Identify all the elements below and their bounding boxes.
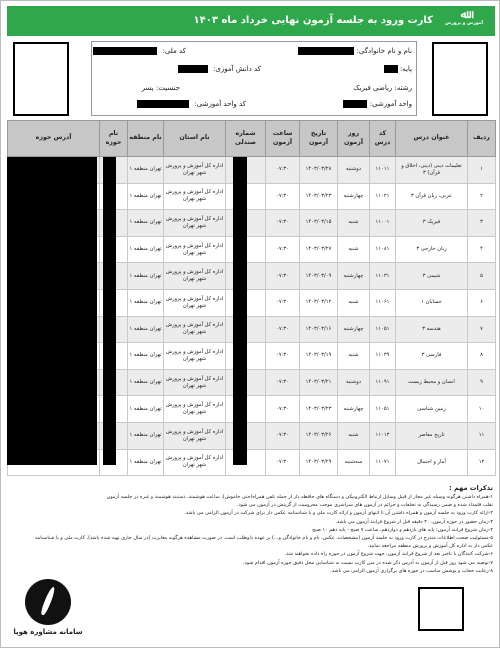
cell-exam-time: ۰۷:۳۰: [266, 316, 300, 343]
cell-exam-time: ۰۷:۳۰: [266, 289, 300, 316]
redacted-box-bottom-right: [418, 587, 464, 631]
cell-exam-day: شنبه: [338, 343, 370, 370]
major-value: ریاضی فیزیک: [353, 84, 393, 92]
cell-exam-day: چهارشنبه: [338, 263, 370, 290]
cell-region: تهران منطقه ۱: [128, 183, 164, 210]
cell-row-number: ۳: [468, 210, 496, 237]
cell-region: تهران منطقه ۱: [128, 343, 164, 370]
cell-row-number: ۱۲: [468, 449, 496, 476]
gender-field: [142, 84, 180, 92]
brand-logo: [9, 579, 87, 645]
cell-exam-date: ۱۴۰۳/۰۳/۱۹: [300, 343, 338, 370]
table-header-row: [8, 121, 496, 157]
name-field: [298, 47, 412, 55]
cell-row-number: ۴: [468, 236, 496, 263]
col-header-region: نام منطقه: [128, 121, 164, 157]
col-header-venue-name: نام حوزه: [100, 121, 128, 157]
cell-course-code: ۱۱۰۳۱: [370, 263, 396, 290]
redacted-box-left: [13, 42, 69, 116]
notes-title: تذکرات مهم :: [449, 484, 493, 492]
unit-value-redacted: [343, 100, 367, 108]
cell-region: تهران منطقه ۱: [128, 236, 164, 263]
cell-province: اداره کل آموزش و پرورش شهر تهران: [164, 157, 226, 184]
national-code-label: کد ملی:: [162, 47, 186, 55]
brand-name: سامانه مشاوره هوپا: [13, 628, 83, 636]
cell-course-title: عربی، زبان قرآن ۳: [396, 183, 468, 210]
student-code-redacted: [178, 65, 208, 73]
student-info-panel: [91, 41, 417, 116]
cell-row-number: ۶: [468, 289, 496, 316]
cell-exam-date: ۱۴۰۳/۰۳/۱۲: [300, 289, 338, 316]
unit-code-field: [137, 100, 246, 108]
cell-course-code: ۱۱۰۹۱: [370, 369, 396, 396]
cell-exam-date: ۱۴۰۳/۰۳/۲۶: [300, 422, 338, 449]
important-notes: [9, 483, 493, 575]
cell-exam-date: ۱۴۰۳/۰۳/۲۹: [300, 449, 338, 476]
grade-value-redacted: [384, 65, 398, 73]
cell-region: تهران منطقه ۱: [128, 289, 164, 316]
cell-exam-date: ۱۴۰۳/۰۳/۲۳: [300, 396, 338, 423]
venue-address-redacted: [7, 157, 97, 465]
grade-field: [384, 65, 412, 73]
note-line: ۸-رعایت حجاب و پوشش مناسب در حوزه های برگزاری آزمون الزامی می باشد.: [330, 567, 493, 574]
cell-course-code: ۱۱۰۷۱: [370, 449, 396, 476]
cell-exam-time: ۰۷:۳۰: [266, 210, 300, 237]
cell-region: تهران منطقه ۱: [128, 263, 164, 290]
cell-region: تهران منطقه ۱: [128, 369, 164, 396]
col-header-course-code: کد درس: [370, 121, 396, 157]
cell-exam-day: چهارشنبه: [338, 396, 370, 423]
student-code-label: کد دانش آموزی:: [213, 65, 261, 73]
cell-row-number: ۸: [468, 343, 496, 370]
cell-province: اداره کل آموزش و پرورش شهر تهران: [164, 369, 226, 396]
emblem-icon: ﷲ: [460, 8, 468, 21]
col-header-course-title: عنوان درس: [396, 121, 468, 157]
cell-province: اداره کل آموزش و پرورش شهر تهران: [164, 183, 226, 210]
cell-province: اداره کل آموزش و پرورش شهر تهران: [164, 236, 226, 263]
feather-logo-icon: [25, 579, 71, 625]
cell-region: تهران منطقه ۱: [128, 449, 164, 476]
cell-region: تهران منطقه ۱: [128, 210, 164, 237]
cell-exam-time: ۰۷:۳۰: [266, 183, 300, 210]
venue-name-redacted: [103, 157, 116, 465]
ministry-emblem: [439, 9, 489, 33]
national-code-field: [93, 47, 186, 55]
cell-province: اداره کل آموزش و پرورش شهر تهران: [164, 396, 226, 423]
cell-exam-time: ۰۷:۳۰: [266, 396, 300, 423]
cell-course-code: ۱۱۰۸۱: [370, 236, 396, 263]
col-header-exam-time: ساعت آزمون: [266, 121, 300, 157]
cell-course-title: فارسی ۳: [396, 343, 468, 370]
cell-exam-day: شنبه: [338, 236, 370, 263]
cell-exam-day: شنبه: [338, 289, 370, 316]
cell-region: تهران منطقه ۱: [128, 396, 164, 423]
cell-course-title: هندسه ۳: [396, 316, 468, 343]
cell-exam-day: سه‌شنبه: [338, 449, 370, 476]
note-line: ۷-توصیه می شود روز قبل از آزمون به آدرس ذکر شده در متن کارت نسبت به شناسایی محل دقیق حوزه آزمون اقدام شود.: [242, 559, 493, 566]
cell-exam-time: ۰۷:۳۰: [266, 343, 300, 370]
cell-province: اداره کل آموزش و پرورش شهر تهران: [164, 449, 226, 476]
unit-label: واحد آموزشی:: [369, 100, 412, 108]
cell-course-title: فیزیک ۳: [396, 210, 468, 237]
cell-exam-time: ۰۷:۳۰: [266, 263, 300, 290]
grade-label: پایه:: [399, 65, 412, 73]
gender-value: پسر: [141, 84, 154, 92]
major-field: [353, 84, 412, 92]
unit-code-label: کد واحد آموزشی:: [194, 100, 246, 108]
col-header-exam-day: روز آزمون: [338, 121, 370, 157]
note-line: ۴-زمان شروع فرایند آزمون: پایه های یازدهم و دوازدهم، ساعت ۷ صبح - پایه دهم ۱۰ صبح: [312, 526, 493, 533]
unit-field: [343, 100, 412, 108]
col-header-province: نام استان: [164, 121, 226, 157]
col-header-row-number: ردیف: [468, 121, 496, 157]
cell-exam-date: ۱۴۰۳/۰۳/۱۶: [300, 316, 338, 343]
cell-exam-date: ۱۴۰۳/۰۳/۲۷: [300, 236, 338, 263]
notes-list: [9, 493, 493, 575]
cell-exam-date: ۱۴۰۳/۰۳/۰۹: [300, 263, 338, 290]
major-label: رشته:: [394, 84, 412, 92]
cell-course-code: ۱۱۰۶۱: [370, 289, 396, 316]
cell-course-title: شیمی ۳: [396, 263, 468, 290]
student-photo: [432, 42, 488, 116]
note-line: ۶-شرکت کنندگان با تاخیر بعد از شروع فرایند آزمون، جهت شروع آزمون در حوزه راه داده نخواهند شد.: [284, 551, 493, 558]
cell-course-code: ۱۱۰۲۱: [370, 183, 396, 210]
cell-exam-time: ۰۷:۳۰: [266, 157, 300, 184]
cell-exam-time: ۰۷:۳۰: [266, 422, 300, 449]
cell-exam-date: ۱۴۰۳/۰۳/۲۳: [300, 183, 338, 210]
cell-course-code: ۱۱۰۱۱: [370, 157, 396, 184]
cell-region: تهران منطقه ۱: [128, 316, 164, 343]
cell-row-number: ۲: [468, 183, 496, 210]
cell-row-number: ۱۰: [468, 396, 496, 423]
cell-exam-time: ۰۷:۳۰: [266, 236, 300, 263]
cell-course-code: ۱۱۰۳۹: [370, 343, 396, 370]
cell-province: اداره کل آموزش و پرورش شهر تهران: [164, 316, 226, 343]
note-line: تقلب قلمداد شده و ضمن رسیدگی به تخلفات و جرائم در آزمون های سراسری موجب محرومیت از گزینش در آزمون می شود.: [237, 502, 493, 509]
cell-exam-date: ۱۴۰۳/۰۳/۱۵: [300, 210, 338, 237]
cell-exam-day: شنبه: [338, 422, 370, 449]
cell-exam-date: ۱۴۰۳/۰۳/۲۸: [300, 157, 338, 184]
gender-label: جنسیت:: [155, 84, 180, 92]
cell-region: تهران منطقه ۱: [128, 422, 164, 449]
cell-course-code: ۱۱۰۵۱: [370, 396, 396, 423]
cell-course-title: تاریخ معاصر: [396, 422, 468, 449]
cell-province: اداره کل آموزش و پرورش شهر تهران: [164, 343, 226, 370]
note-line: ۵-مسئولیت صحت اطلاعات مندرج در کارت ورود به جلسه آزمون (مشخصات، عکس، نام و نام خانوادگی و...) بر عهده داوطلب است. در صورت مشاهده هرگونه مغایرت (در سال جاری تهیه شده باشد)، کارت ملی و یا شناسنامه: [35, 535, 493, 542]
cell-region: تهران منطقه ۱: [128, 157, 164, 184]
national-code-redacted: [93, 47, 157, 55]
name-label: نام و نام خانوادگی:: [356, 47, 412, 55]
col-header-seat-number: شماره صندلی: [226, 121, 266, 157]
cell-province: اداره کل آموزش و پرورش شهر تهران: [164, 210, 226, 237]
cell-exam-time: ۰۷:۳۰: [266, 449, 300, 476]
emblem-caption: آموزش و پرورش: [445, 21, 483, 26]
note-line: ۳-زمان حضور در حوزه آزمون، ۳۰ دقیقه قبل از شروع فرایند آزمون می باشد.: [335, 518, 493, 525]
cell-course-title: تعلیمات دینی (دینی، اخلاق و قرآن) ۳: [396, 157, 468, 184]
name-value-redacted: [298, 47, 354, 55]
cell-course-title: انسان و محیط زیست: [396, 369, 468, 396]
cell-row-number: ۱: [468, 157, 496, 184]
cell-course-code: ۱۱۰۰۱: [370, 210, 396, 237]
note-line: عکس دار به اداره کل آموزش و پرورش منطقه مراجعه نمایید.: [367, 543, 493, 550]
cell-course-title: آمار و احتمال: [396, 449, 468, 476]
seat-number-redacted: [233, 157, 247, 465]
cell-province: اداره کل آموزش و پرورش شهر تهران: [164, 289, 226, 316]
cell-province: اداره کل آموزش و پرورش شهر تهران: [164, 422, 226, 449]
cell-exam-day: چهارشنبه: [338, 316, 370, 343]
col-header-exam-date: تاریخ آزمون: [300, 121, 338, 157]
cell-course-title: زبان خارجی ۳: [396, 236, 468, 263]
cell-row-number: ۹: [468, 369, 496, 396]
student-code-field: [178, 65, 261, 73]
cell-exam-day: دوشنبه: [338, 157, 370, 184]
cell-province: اداره کل آموزش و پرورش شهر تهران: [164, 263, 226, 290]
cell-row-number: ۵: [468, 263, 496, 290]
cell-course-title: زمین شناسی: [396, 396, 468, 423]
cell-exam-time: ۰۷:۳۰: [266, 369, 300, 396]
cell-exam-date: ۱۴۰۳/۰۳/۲۱: [300, 369, 338, 396]
note-line: ۲-ارائه کارت ورود به جلسه آزمون و همراه داشتن آن تا انتهای آزمون و ارائه کارت ملی و یا شناسنامه عکس دار برای شرکت در آزمون الزامی می باشد.: [184, 510, 493, 517]
card-header: [7, 6, 495, 36]
unit-code-redacted: [137, 100, 189, 108]
cell-exam-day: شنبه: [338, 210, 370, 237]
cell-course-title: حسابان ۱: [396, 289, 468, 316]
cell-row-number: ۷: [468, 316, 496, 343]
cell-exam-day: چهارشنبه: [338, 183, 370, 210]
card-title: کارت ورود به جلسه آزمون نهایی خرداد ماه ۱۴۰۳: [193, 15, 433, 26]
cell-row-number: ۱۱: [468, 422, 496, 449]
col-header-venue-address: آدرس حوزه: [8, 121, 100, 157]
cell-course-code: ۱۱۰۱۳: [370, 422, 396, 449]
cell-exam-day: دوشنبه: [338, 369, 370, 396]
cell-course-code: ۱۱۰۵۱: [370, 316, 396, 343]
note-line: ۱-همراه داشتن هرگونه وسیله غیر مجاز از قبیل وسایل ارتباط الکترونیکی و دستگاه های حافظه دار از جمله تلفن همراه(حتی خاموش)، ساعت هوشمند، دستبند هوشمند و غیره در جلسه آزمون: [106, 494, 493, 500]
